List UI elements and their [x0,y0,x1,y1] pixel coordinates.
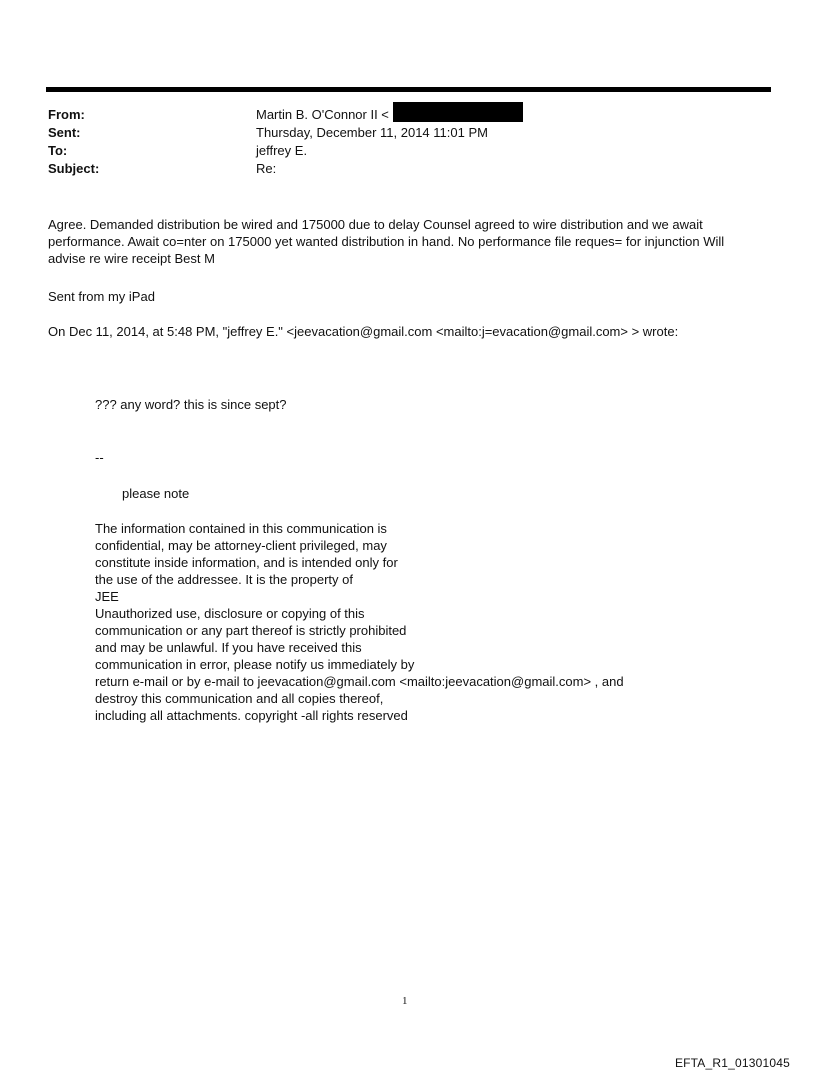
subject-row [48,160,523,178]
header-divider [46,87,771,92]
page-number: 1 [402,995,408,1007]
from-label: From: [48,107,85,122]
quoted-question: ??? any word? this is since sept? [95,397,287,412]
please-note: please note [122,486,190,501]
sent-row [48,124,523,142]
email-header [48,106,523,178]
subject-value: Re: [256,161,277,176]
redaction-box [393,102,523,122]
sent-value: Thursday, December 11, 2014 11:01 PM [256,125,488,140]
sent-from-line: Sent from my iPad [48,289,155,304]
subject-label: Subject: [48,161,100,176]
to-row [48,142,523,160]
from-row [48,106,523,124]
document-id: EFTA_R1_01301045 [674,1056,790,1070]
to-label: To: [48,143,68,158]
confidentiality-disclaimer: The information contained in this communication is confidential, may be attorney-client privileged, may constitute inside information, and is intended only for the use of the addressee. It is the property of JEE Unauthorized use, disclosure or copying of this communication or any part thereof is strictly prohibited and may be unlawful. If you have received this communication in error, please notify us immediately by return e-mail or by e-mail to jeevacation@gmail.com <mailto:jeevacation@gmail.com> , and destroy this communication and all copies thereof, including all attachments. copyright -all rights reserved [95,521,624,723]
sent-label: Sent: [48,125,81,140]
signature-separator: -- [95,450,104,465]
from-value-wrap [256,105,523,125]
to-value: jeffrey E. [256,143,308,158]
from-value: Martin B. O'Connor II < [256,107,389,122]
quote-intro: On Dec 11, 2014, at 5:48 PM, "jeffrey E." <jeevacation@gmail.com <mailto:j=evacation@gmail.com> > wrote: [48,324,679,339]
message-body: Agree. Demanded distribution be wired and 175000 due to delay Counsel agreed to wire distribution and we await performance. Await co=nter on 175000 yet wanted distribution in hand. No performance file reques= for injunction Will advise re wire receipt Best M [48,217,725,266]
